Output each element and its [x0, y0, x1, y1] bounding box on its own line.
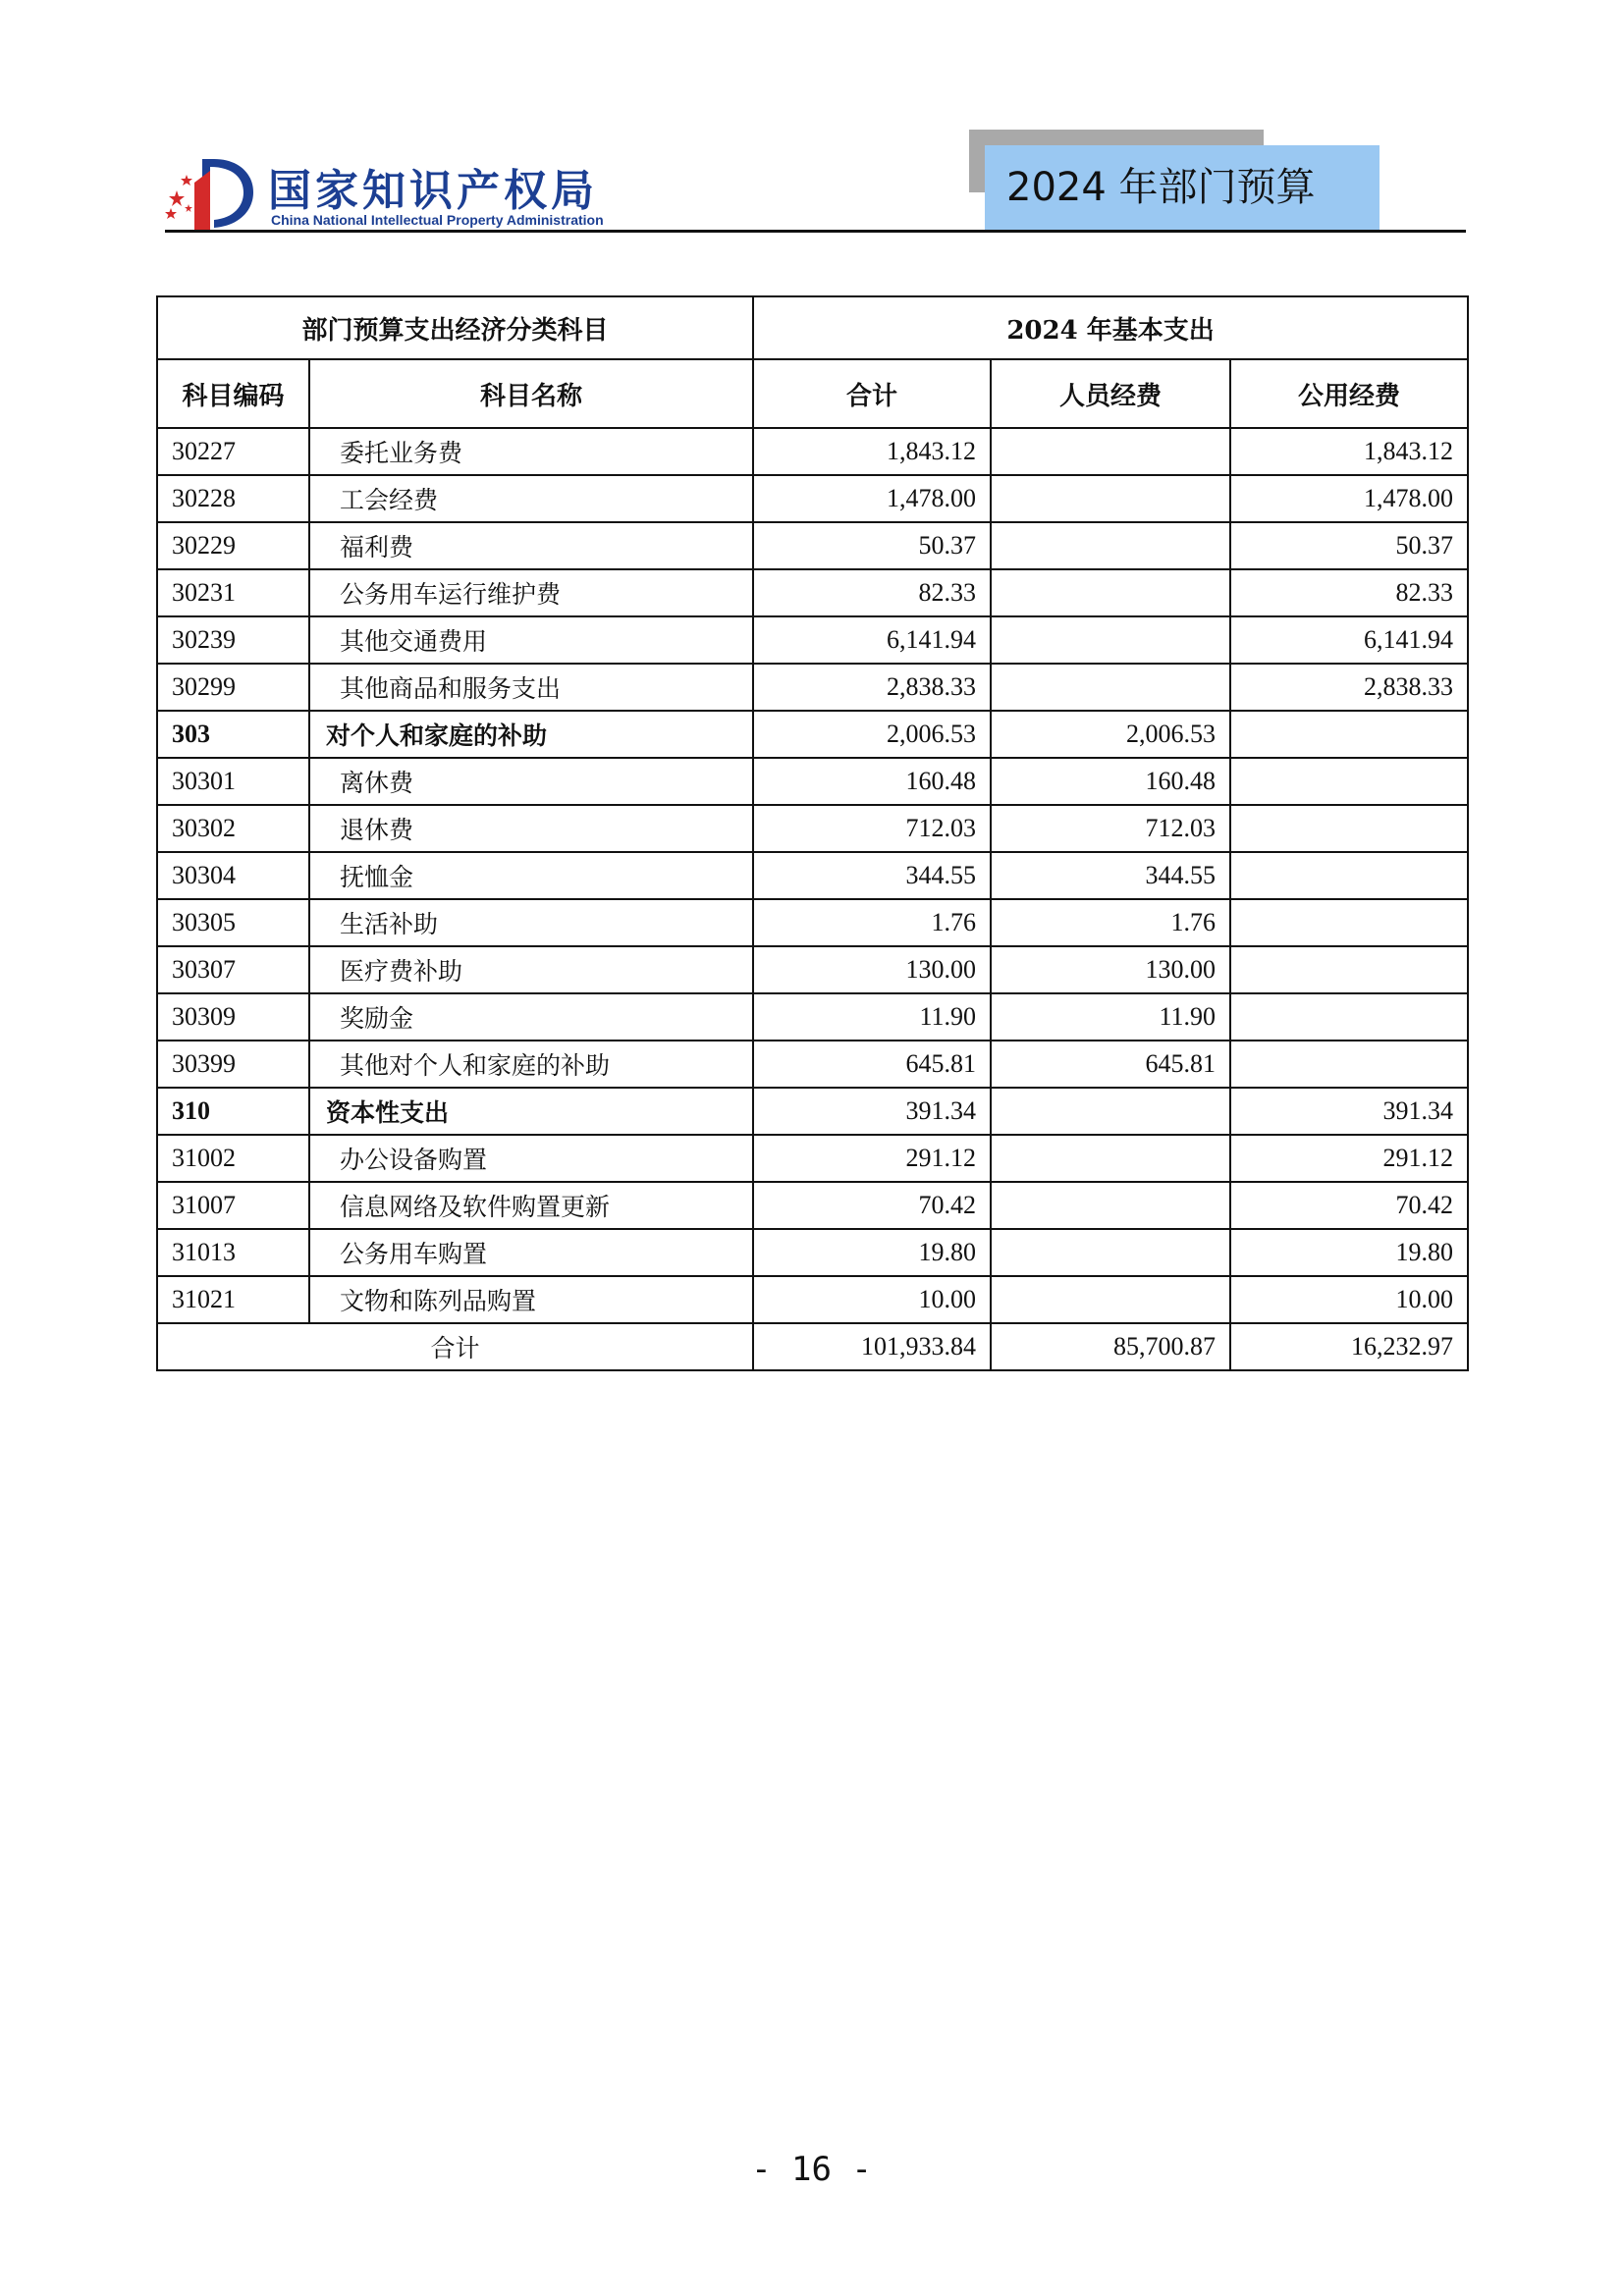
total-personnel: 85,700.87 [991, 1323, 1230, 1370]
row-name: 信息网络及软件购置更新 [309, 1182, 753, 1229]
table-row [157, 1088, 1468, 1135]
table-row [157, 946, 1468, 993]
row-name: 工会经费 [309, 475, 753, 522]
group-header-right: 2024 年基本支出 [753, 296, 1468, 359]
row-total: 10.00 [753, 1276, 991, 1323]
row-public: 2,838.33 [1230, 664, 1468, 711]
row-public [1230, 946, 1468, 993]
table-row [157, 993, 1468, 1041]
row-public [1230, 852, 1468, 899]
row-code: 30227 [157, 428, 309, 475]
row-public [1230, 899, 1468, 946]
row-public: 391.34 [1230, 1088, 1468, 1135]
col-header-public: 公用经费 [1230, 359, 1468, 428]
row-name: 其他交通费用 [309, 616, 753, 664]
row-code: 30309 [157, 993, 309, 1041]
row-personnel: 645.81 [991, 1041, 1230, 1088]
row-total: 11.90 [753, 993, 991, 1041]
row-total: 391.34 [753, 1088, 991, 1135]
agency-name-cn: 国家知识产权局 [268, 166, 598, 216]
total-total: 101,933.84 [753, 1323, 991, 1370]
row-personnel: 344.55 [991, 852, 1230, 899]
row-name: 资本性支出 [309, 1088, 753, 1135]
row-total: 291.12 [753, 1135, 991, 1182]
row-total: 712.03 [753, 805, 991, 852]
row-code: 30239 [157, 616, 309, 664]
header-divider [165, 230, 1466, 233]
table-row [157, 852, 1468, 899]
table-row [157, 899, 1468, 946]
row-name: 办公设备购置 [309, 1135, 753, 1182]
row-code: 31002 [157, 1135, 309, 1182]
row-code: 30301 [157, 758, 309, 805]
row-public: 10.00 [1230, 1276, 1468, 1323]
table-row [157, 711, 1468, 758]
row-total: 1,478.00 [753, 475, 991, 522]
row-name: 公务用车运行维护费 [309, 569, 753, 616]
row-code: 30302 [157, 805, 309, 852]
row-public: 19.80 [1230, 1229, 1468, 1276]
group-header-left: 部门预算支出经济分类科目 [157, 296, 753, 359]
row-personnel [991, 428, 1230, 475]
table-row [157, 805, 1468, 852]
row-name: 公务用车购置 [309, 1229, 753, 1276]
row-public [1230, 1041, 1468, 1088]
row-name: 医疗费补助 [309, 946, 753, 993]
table-row [157, 428, 1468, 475]
row-total: 1,843.12 [753, 428, 991, 475]
row-personnel [991, 1135, 1230, 1182]
row-total: 50.37 [753, 522, 991, 569]
table-row [157, 522, 1468, 569]
col-header-personnel: 人员经费 [991, 359, 1230, 428]
row-code: 30228 [157, 475, 309, 522]
table-row [157, 1041, 1468, 1088]
row-total: 19.80 [753, 1229, 991, 1276]
row-name: 离休费 [309, 758, 753, 805]
agency-name-en: China National Intellectual Property Administration [271, 212, 604, 228]
row-code: 30399 [157, 1041, 309, 1088]
row-total: 82.33 [753, 569, 991, 616]
table-row [157, 664, 1468, 711]
row-name: 其他商品和服务支出 [309, 664, 753, 711]
agency-emblem-icon [165, 153, 258, 232]
row-name: 生活补助 [309, 899, 753, 946]
row-name: 福利费 [309, 522, 753, 569]
row-public [1230, 993, 1468, 1041]
row-total: 344.55 [753, 852, 991, 899]
row-public: 70.42 [1230, 1182, 1468, 1229]
table-total-row [157, 1323, 1468, 1370]
row-code: 303 [157, 711, 309, 758]
col-header-code: 科目编码 [157, 359, 309, 428]
table-group-header [157, 296, 1468, 359]
row-personnel [991, 664, 1230, 711]
row-code: 30231 [157, 569, 309, 616]
document-title: 2024 年部门预算 [985, 145, 1380, 230]
row-name: 对个人和家庭的补助 [309, 711, 753, 758]
row-name: 其他对个人和家庭的补助 [309, 1041, 753, 1088]
row-code: 31007 [157, 1182, 309, 1229]
page-number: - 16 - [751, 2150, 872, 2189]
row-public: 82.33 [1230, 569, 1468, 616]
row-name: 抚恤金 [309, 852, 753, 899]
table-row [157, 1182, 1468, 1229]
row-personnel [991, 1276, 1230, 1323]
row-personnel: 11.90 [991, 993, 1230, 1041]
row-personnel [991, 1088, 1230, 1135]
row-code: 30305 [157, 899, 309, 946]
table-row [157, 1135, 1468, 1182]
row-total: 645.81 [753, 1041, 991, 1088]
row-total: 70.42 [753, 1182, 991, 1229]
row-total: 6,141.94 [753, 616, 991, 664]
total-label: 合计 [157, 1323, 753, 1370]
row-total: 1.76 [753, 899, 991, 946]
row-personnel [991, 475, 1230, 522]
table-row [157, 616, 1468, 664]
row-personnel: 130.00 [991, 946, 1230, 993]
col-header-total: 合计 [753, 359, 991, 428]
row-public: 291.12 [1230, 1135, 1468, 1182]
row-public [1230, 758, 1468, 805]
table-row [157, 758, 1468, 805]
row-name: 委托业务费 [309, 428, 753, 475]
table-row [157, 569, 1468, 616]
row-name: 文物和陈列品购置 [309, 1276, 753, 1323]
row-code: 30304 [157, 852, 309, 899]
row-total: 160.48 [753, 758, 991, 805]
row-code: 30229 [157, 522, 309, 569]
row-name: 退休费 [309, 805, 753, 852]
budget-table [156, 295, 1469, 1371]
row-personnel [991, 1229, 1230, 1276]
row-personnel: 160.48 [991, 758, 1230, 805]
row-public: 1,478.00 [1230, 475, 1468, 522]
table-row [157, 475, 1468, 522]
col-header-name: 科目名称 [309, 359, 753, 428]
table-row [157, 1229, 1468, 1276]
row-code: 31013 [157, 1229, 309, 1276]
row-total: 130.00 [753, 946, 991, 993]
row-total: 2,006.53 [753, 711, 991, 758]
row-public: 50.37 [1230, 522, 1468, 569]
row-personnel: 2,006.53 [991, 711, 1230, 758]
table-row [157, 1276, 1468, 1323]
row-public [1230, 805, 1468, 852]
row-personnel: 712.03 [991, 805, 1230, 852]
row-public [1230, 711, 1468, 758]
agency-logo [165, 153, 617, 232]
total-public: 16,232.97 [1230, 1323, 1468, 1370]
row-name: 奖励金 [309, 993, 753, 1041]
row-total: 2,838.33 [753, 664, 991, 711]
row-personnel [991, 616, 1230, 664]
row-code: 31021 [157, 1276, 309, 1323]
row-personnel: 1.76 [991, 899, 1230, 946]
row-public: 1,843.12 [1230, 428, 1468, 475]
row-personnel [991, 569, 1230, 616]
row-code: 310 [157, 1088, 309, 1135]
row-public: 6,141.94 [1230, 616, 1468, 664]
row-personnel [991, 522, 1230, 569]
row-code: 30299 [157, 664, 309, 711]
row-personnel [991, 1182, 1230, 1229]
row-code: 30307 [157, 946, 309, 993]
table-column-header [157, 359, 1468, 428]
